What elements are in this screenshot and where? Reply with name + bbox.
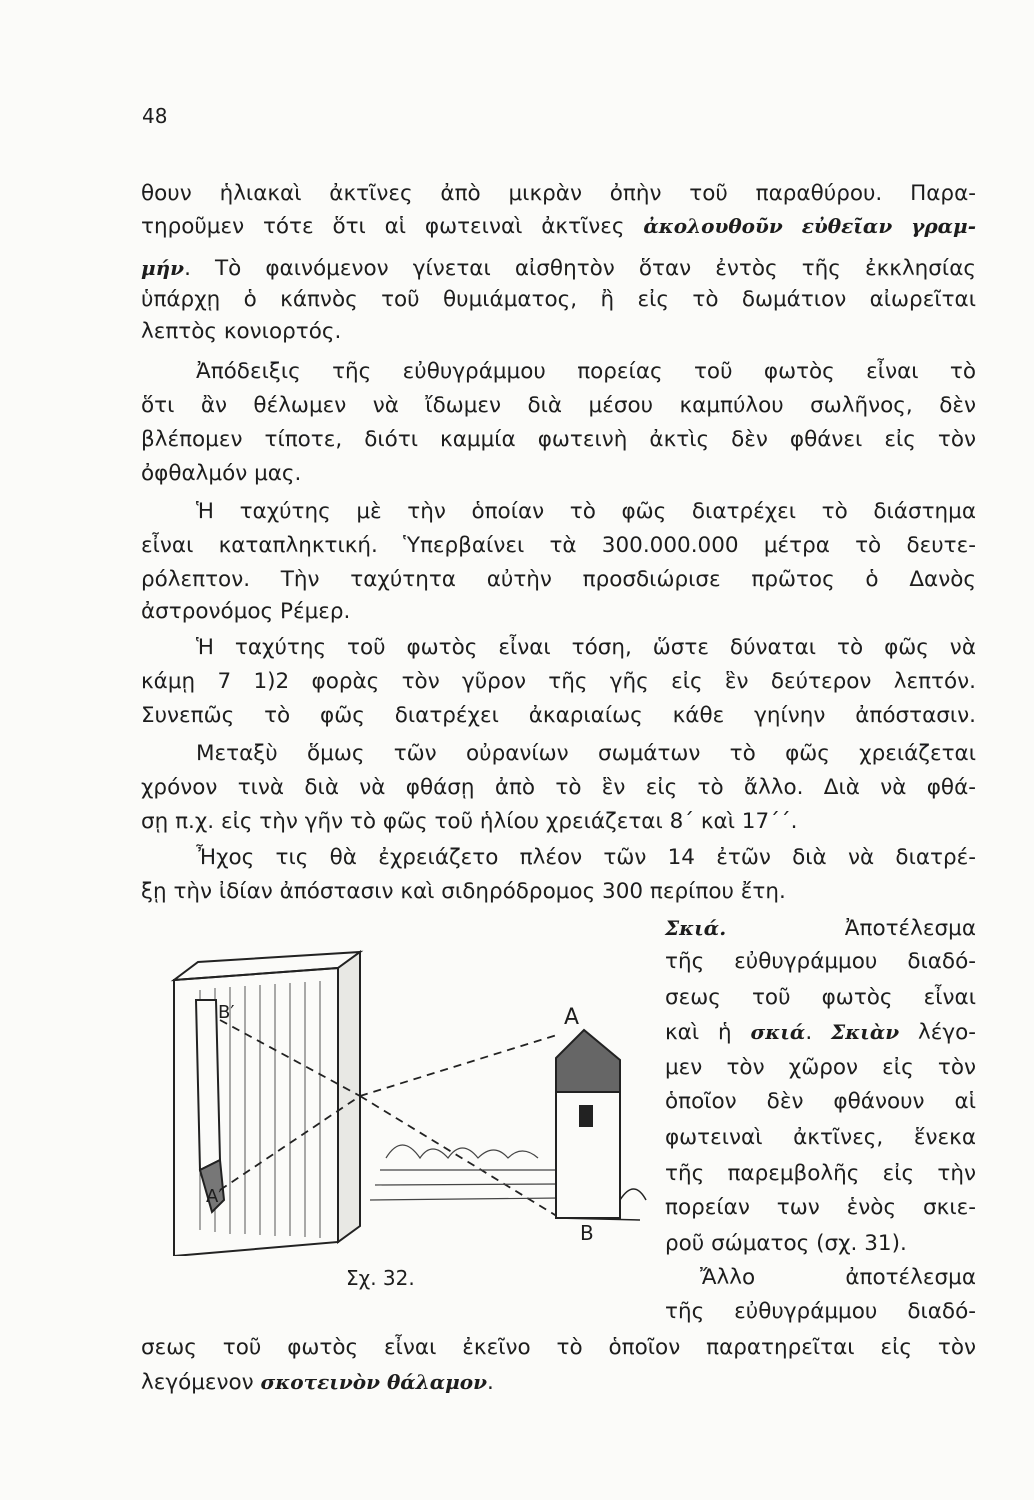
text-line: Ἦχος τις θὰ ἐχρειάζετο πλέον τῶν 14 ἐτῶν διὰ νὰ διατρέ- [196,845,976,870]
label-a-prime: A′ [206,1186,223,1207]
figure-caption: Σχ. 32. [346,1266,415,1290]
emphasis: σκιά [750,1020,806,1044]
label-b: B [580,1221,594,1245]
text-line: λεπτὸς κονιορτός. [141,319,342,344]
text-line: τῆς εὐθυγράμμου διαδό- [665,1299,976,1324]
emphasis: ἀκολουθοῦν εὐθεῖαν γραμ- [643,214,976,238]
text-line: θουν ἡλιακαὶ ἀκτῖνες ἀπὸ μικρὰν ὀπὴν τοῦ παραθύρου. Παρα- [141,181,976,206]
box-top-face [174,952,360,980]
emphasis: σκοτεινὸν θάλαμον [260,1370,487,1394]
inverted-image [196,1000,220,1170]
text-line: ὑπάρχῃ ὁ κάπνὸς τοῦ θυμιάματος, ἢ εἰς τὸ δωμάτιον αἰωρεῖται [141,287,976,312]
house-roof [556,1030,620,1092]
text-line: ξῃ τὴν ἰδίαν ἀπόστασιν καὶ σιδηρόδρομος 300 περίπου ἔτη. [141,879,786,904]
text-line: τῆς εὐθυγράμμου διαδό- [665,949,976,974]
text-line: ὀφθαλμόν μας. [141,461,302,486]
text-line: Σκιά. Ἀποτέλεσμα [665,916,976,941]
text-line: Ἡ ταχύτης μὲ τὴν ὁποίαν τὸ φῶς διατρέχει τὸ διάστημα [196,499,976,524]
label-a: A [564,1005,580,1030]
emphasis: Σκιὰν [831,1020,900,1044]
text-line: λεγόμενον σκοτεινὸν θάλαμον. [141,1370,494,1395]
text-line: ὅτι ἂν θέλωμεν νὰ ἴδωμεν διὰ μέσου καμπύλου σωλῆνος, δὲν [141,393,976,418]
text-line: τῆς παρεμβολῆς εἰς τὴν [665,1161,976,1186]
text-line: ροῦ σώματος (σχ. 31). [665,1231,907,1256]
text-line: Ἄλλο ἀποτέλεσμα [700,1265,976,1290]
section-title: Σκιά. [665,916,727,940]
text-line: κάμῃ 7 1)2 φορὰς τὸν γῦρον τῆς γῆς εἰς ἓν δεύτερον λεπτόν. [141,669,976,694]
text-line: Συνεπῶς τὸ φῶς διατρέχει ἀκαριαίως κάθε γηίνην ἀπόστασιν. [141,703,976,728]
text-line: μήν. Τὸ φαινόμενον γίνεται αἰσθητὸν ὅταν ἐντὸς τῆς ἐκκλησίας [141,256,976,281]
text-line: φωτειναὶ ἀκτῖνες, ἕνεκα [665,1125,976,1150]
text-line: μεν τὸν χῶρον εἰς τὸν [665,1055,976,1080]
emphasis: μήν [141,256,185,280]
text-line: τηροῦμεν τότε ὅτι αἱ φωτειναὶ ἀκτῖνες ἀκολουθοῦν εὐθεῖαν γραμ- [141,214,976,239]
text-line: ρόλεπτον. Τὴν ταχύτητα αὐτὴν προσδιώρισε πρῶτος ὁ Δανὸς [141,567,976,592]
box-side-face [338,952,360,1242]
text-line: Μεταξὺ ὅμως τῶν οὐρανίων σωμάτων τὸ φῶς χρειάζεται [196,741,976,766]
text-line: εἶναι καταπληκτική. Ὑπερβαίνει τὰ 300.000.000 μέτρα τὸ δευτε- [141,533,976,558]
camera-obscura-illustration [160,900,658,1256]
camera-obscura-figure [160,900,658,1256]
ray-top [360,1034,560,1096]
text-line: χρόνον τινὰ διὰ νὰ φθάσῃ ἀπὸ τὸ ἓν εἰς τὸ ἄλλο. Διὰ νὰ φθά- [141,775,976,800]
text-line: πορείαν των ἑνὸς σκιε- [665,1195,976,1220]
text-line: σεως τοῦ φωτὸς εἶναι ἐκεῖνο τὸ ὁποῖον παρατηρεῖται εἰς τὸν [141,1335,976,1360]
page-number: 48 [142,104,168,128]
house-window [580,1106,592,1126]
text-line: ἀστρονόμος Ρέμερ. [141,599,351,624]
text-line: Ἡ ταχύτης τοῦ φωτὸς εἶναι τόση, ὥστε δύναται τὸ φῶς νὰ [196,635,976,660]
text-line: ὁποῖον δὲν φθάνουν αἱ [665,1089,976,1114]
text-line: βλέπομεν τίποτε, διότι καμμία φωτεινὴ ἀκτὶς δὲν φθάνει εἰς τὸν [141,427,976,452]
text-line: σεως τοῦ φωτὸς εἶναι [665,985,976,1010]
label-b-prime: B′ [218,1002,235,1023]
text-line: καὶ ἡ σκιά. Σκιὰν λέγο- [665,1020,976,1045]
text-line: σῃ π.χ. εἰς τὴν γῆν τὸ φῶς τοῦ ἡλίου χρειάζεται 8΄ καὶ 17΄΄. [141,809,798,834]
text-line: Ἀπόδειξις τῆς εὐθυγράμμου πορείας τοῦ φωτὸς εἶναι τὸ [196,359,976,384]
